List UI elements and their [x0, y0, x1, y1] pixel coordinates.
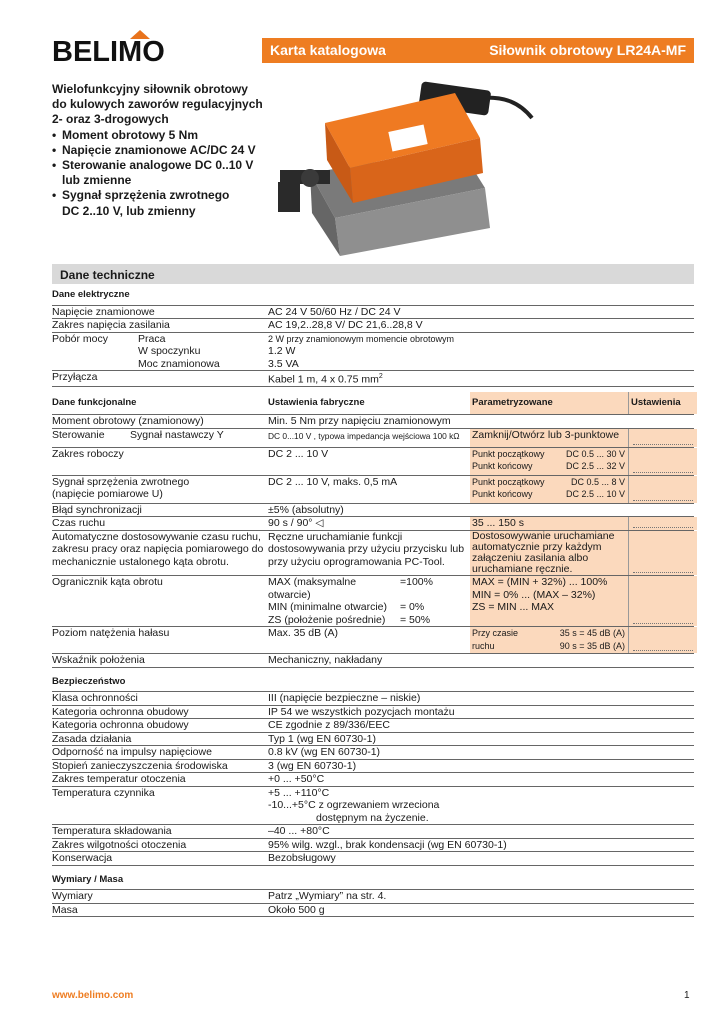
table-row: Wskaźnik położenia Mechaniczny, nakładany — [52, 654, 694, 668]
intro-line: Wielofunkcyjny siłownik obrotowy — [52, 82, 248, 96]
section-tech-data — [52, 264, 694, 284]
table-row: Zasada działania Typ 1 (wg EN 60730-1) — [52, 733, 694, 747]
feature-item: • Moment obrotowy 5 Nm — [52, 128, 262, 143]
table-row-adaptation: Automatyczne dostosowywanie czasu ruchu, zakresu pracy oraz napięcia pomiarowego do mechanicznie ustalonego kąta obrotu. Ręczne uruchamianie funkcji dostosowywania przy użyciu przycisku lub przy użyciu oprogramowania PC-Tool. Dostosowywanie uruchamiane automatycznie przy każdym załączeniu zasilania albo uruchamiane ręcznie. — [52, 531, 694, 577]
table-row-power: Pobór mocy Praca W spoczynku Moc znamionowa 2 W przy znamionowym momencie obrotowym 1.2 W 3.5 VA — [52, 333, 694, 372]
group-safety: Bezpieczeństwo — [52, 673, 694, 693]
table-row: Przyłącza Kabel 1 m, 4 x 0.75 $mm^2$ — [52, 371, 694, 387]
intro-line: do kulowych zaworów regulacyjnych — [52, 97, 263, 112]
table-row: Sygnał sprzężenia zwrotnego (napięcie pomiarowe U) DC 2 ... 10 V, maks. 0,5 mA Punkt początkowy DC 0.5 ... 8 V Punkt końcowy DC 2.5 ... 10 V — [52, 476, 694, 504]
feature-item: • Sterowanie analogowe DC 0..10 V lub zmienne — [52, 158, 262, 188]
table-row: Temperatura składowania –40 ... +80°C — [52, 825, 694, 839]
page-number: 1 — [684, 990, 690, 1001]
table-header-functional: Dane funkcjonalne Ustawienia fabryczne Parametryzowane Ustawienia — [52, 392, 694, 415]
table-row: Masa Około 500 g — [52, 904, 694, 918]
table-row: Moment obrotowy (znamionowy) Min. 5 Nm przy napięciu znamionowym — [52, 415, 694, 429]
table-row: Kategoria ochronna obudowy CE zgodnie z 89/336/EEC — [52, 719, 694, 733]
intro-line: 2- oraz 3-drogowych — [52, 112, 169, 127]
group-electrical: Dane elektryczne — [52, 286, 694, 306]
table-row: Zakres wilgotności otoczenia 95% wilg. wzgl., brak kondensacji (wg EN 60730-1) — [52, 839, 694, 853]
belimo-logo — [52, 30, 165, 68]
logo-text: BELIMO — [52, 36, 165, 68]
table-row: Klasa ochronności III (napięcie bezpieczne – niskie) — [52, 692, 694, 706]
table-row: Napięcie znamionowe AC 24 V 50/60 Hz / DC 24 V — [52, 306, 694, 320]
feature-list — [52, 128, 262, 219]
table-row-angle: Ogranicznik kąta obrotu MAX (maksymalne otwarcie) =100% MIN (minimalne otwarcie) = 0% ZS (położenie pośrednie) = 50% MAX = (MIN + 32%) ... 100% MIN = 0% ... (MAX – 32%) ZS = MIN ... MAX — [52, 576, 694, 627]
intro-text — [52, 82, 262, 219]
table-row-control: Sterowanie Sygnał nastawczy Y DC 0...10 V , typowa impedancja wejściowa 100 kΩ Zamknij/Otwórz lub 3-punktowe — [52, 429, 694, 448]
table-row-medium-temp: Temperatura czynnika +5 ... +110°C -10...+5°C z ogrzewaniem wrzeciona dostępnym na życzenie. — [52, 787, 694, 826]
header-doc-type: Karta katalogowa — [270, 42, 386, 58]
table-row: Czas ruchu 90 s / 90° ◁ 35 ... 150 s — [52, 517, 694, 531]
header-bar — [262, 38, 694, 63]
tech-data-table — [52, 286, 694, 917]
table-row: Konserwacja Bezobsługowy — [52, 852, 694, 866]
header-product: Siłownik obrotowy LR24A-MF — [489, 42, 686, 58]
table-row: Wymiary Patrz „Wymiary” na str. 4. — [52, 890, 694, 904]
table-row: Zakres temperatur otoczenia +0 ... +50°C — [52, 773, 694, 787]
feature-item: • Sygnał sprzężenia zwrotnego DC 2..10 V, lub zmienny — [52, 188, 262, 218]
actuator-product-image — [270, 78, 540, 258]
table-row: Kategoria ochronna obudowy IP 54 we wszystkich pozycjach montażu — [52, 706, 694, 720]
table-row: Zakres napięcia zasilania AC 19,2..28,8 V/ DC 21,6..28,8 V — [52, 319, 694, 333]
table-row: Poziom natężenia hałasu Max. 35 dB (A) Przy czasie 35 s = 45 dB (A) ruchu 90 s = 35 dB (A) — [52, 627, 694, 654]
table-row: Zakres roboczy DC 2 ... 10 V Punkt początkowy DC 0.5 ... 30 V Punkt końcowy DC 2.5 ... 32 V — [52, 448, 694, 476]
table-row: Odporność na impulsy napięciowe 0.8 kV (wg EN 60730-1) — [52, 746, 694, 760]
footer-website-link[interactable]: www.belimo.com — [52, 990, 134, 1001]
group-dimensions: Wymiary / Masa — [52, 871, 694, 891]
feature-item: • Napięcie znamionowe AC/DC 24 V — [52, 143, 262, 158]
table-row: Błąd synchronizacji ±5% (absolutny) — [52, 504, 694, 518]
section-title: Dane techniczne — [60, 268, 155, 282]
table-row: Stopień zanieczyszczenia środowiska 3 (wg EN 60730-1) — [52, 760, 694, 774]
